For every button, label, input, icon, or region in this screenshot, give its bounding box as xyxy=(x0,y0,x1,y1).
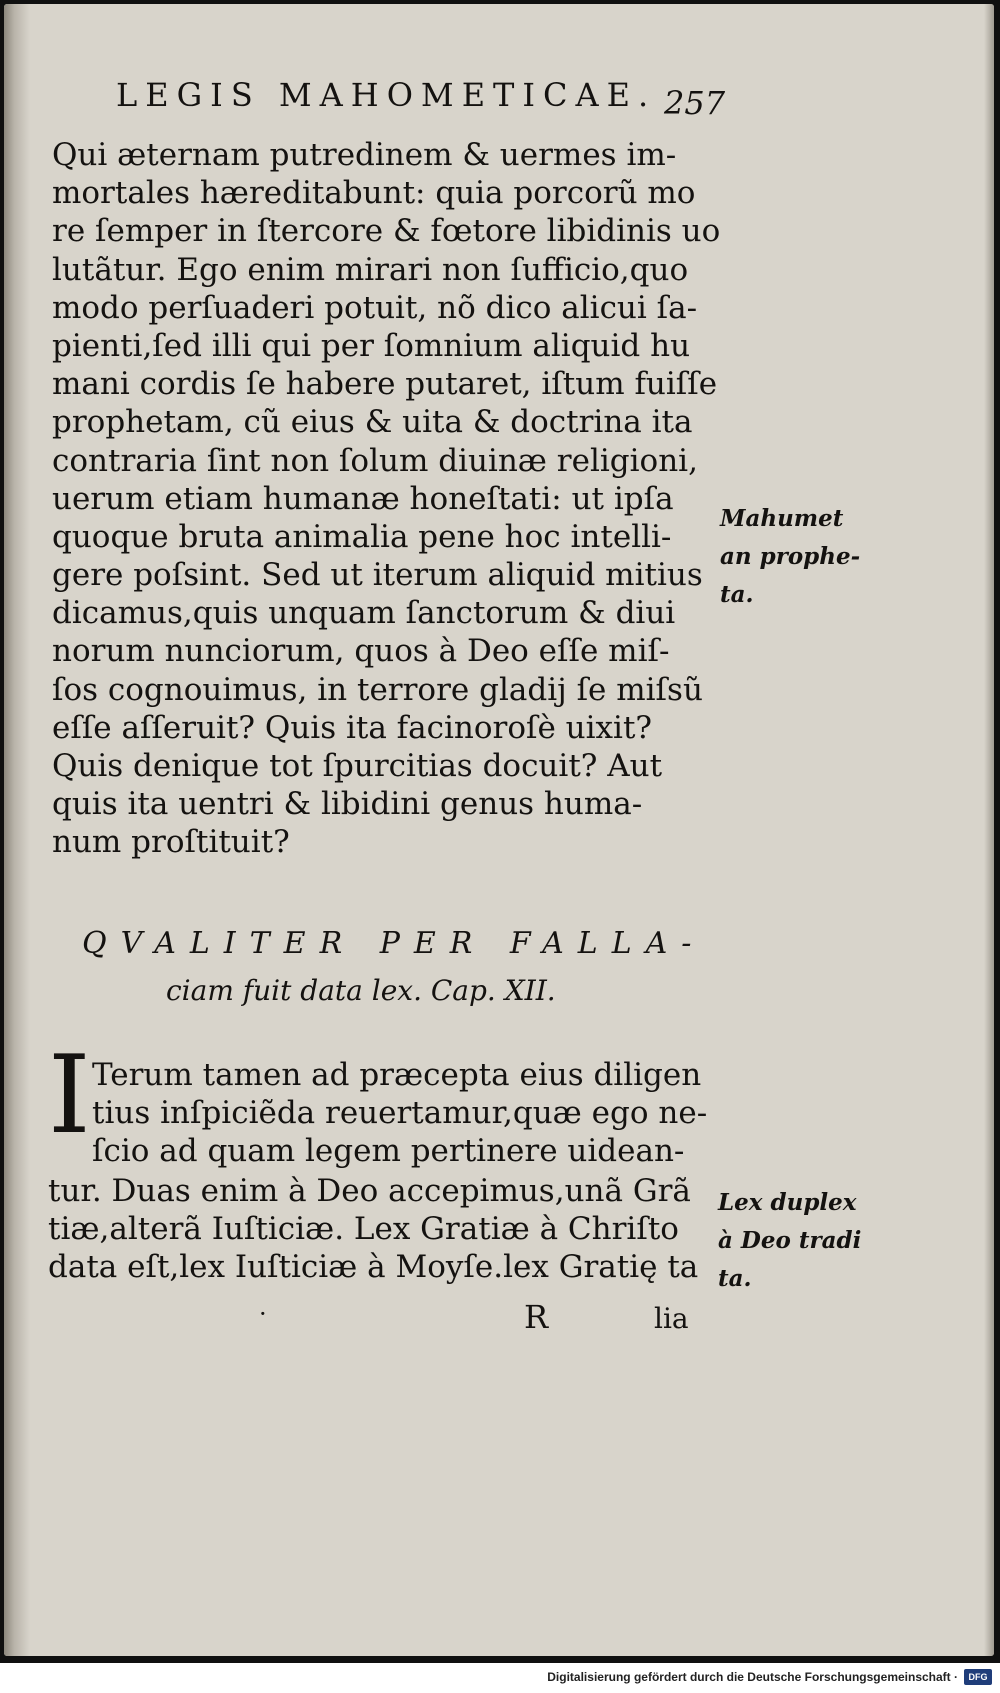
text-line: norum nunciorum, quos à Deo eſſe miſ- xyxy=(52,633,670,670)
paragraph-opening xyxy=(92,1056,732,1171)
text-line: ſos cognouimus, in terrore gladij ſe miſsũ xyxy=(52,671,703,708)
text-line: mortales hæreditabunt: quia porcorũ mo xyxy=(52,175,696,212)
chapter-subheading: ciam fuit data lex. Cap. XII. xyxy=(166,974,556,1007)
footer-credit: Digitalisierung gefördert durch die Deutsche Forschungsgemeinschaft · xyxy=(547,1670,958,1684)
margin-note xyxy=(720,500,860,614)
dfg-logo: DFG xyxy=(964,1669,992,1685)
paragraph-continuation xyxy=(48,1172,738,1287)
text-line: uerum etiam humanæ honeſtati: ut ipſa xyxy=(52,480,674,517)
margin-note-line: Mahumet xyxy=(720,505,844,532)
text-line: dicamus,quis unquam ſanctorum & diui xyxy=(52,595,676,632)
margin-note-line: à Deo tradi xyxy=(718,1227,862,1254)
signature-mark: R xyxy=(524,1298,549,1336)
running-head: LEGIS MAHOMETICAE. xyxy=(116,76,657,114)
text-line: eſſe aſſeruit? Quis ita facinoroſè uixit? xyxy=(52,709,653,746)
text-line: Terum tamen ad præcepta eius diligen xyxy=(92,1057,702,1093)
body-text xyxy=(52,136,742,862)
book-page xyxy=(4,4,994,1656)
text-line: ſcio ad quam legem pertinere uidean- xyxy=(92,1133,685,1170)
page-edge xyxy=(984,4,994,1656)
page-gutter-shadow xyxy=(4,4,30,1656)
catchword: lia xyxy=(654,1302,689,1335)
margin-note-line: ta. xyxy=(720,581,754,608)
text-line: pienti,ſed illi qui per ſomnium aliquid hu xyxy=(52,327,691,364)
digitization-footer xyxy=(0,1663,1000,1693)
margin-note-line: ta. xyxy=(718,1265,752,1292)
text-line: Quis denique tot ſpurcitias docuit? Aut xyxy=(52,748,663,784)
drop-cap-initial: I xyxy=(48,1033,91,1158)
margin-note-line: an prophe- xyxy=(720,543,861,570)
text-line: Qui æternam putredinem & uermes im- xyxy=(52,137,677,173)
text-line: quoque bruta animalia pene hoc intelli- xyxy=(52,518,672,555)
text-line: prophetam, cũ eius & uita & doctrina ita xyxy=(52,404,693,441)
text-line: quis ita uentri & libidini genus huma- xyxy=(52,786,643,823)
text-line: num proſtituit? xyxy=(52,824,290,861)
text-line: modo perſuaderi potuit, nõ dico alicui ſa- xyxy=(52,289,698,326)
printer-dot: · xyxy=(259,1300,267,1328)
text-line: lutãtur. Ego enim mirari non ſufficio,quo xyxy=(52,251,689,288)
margin-note xyxy=(718,1184,861,1298)
text-line: tius inſpiciẽda reuertamur,quæ ego ne- xyxy=(92,1095,708,1132)
chapter-heading: QVALITER PER FALLA- xyxy=(82,926,706,961)
text-line: tur. Duas enim à Deo accepimus,unã Grã xyxy=(48,1173,691,1209)
text-line: data eſt,lex Iuſticiæ à Moyſe.lex Gratię ta xyxy=(48,1249,699,1286)
text-line: gere poſsint. Sed ut iterum aliquid mitius xyxy=(52,557,703,594)
text-line: re ſemper in ſtercore & fœtore libidinis uo xyxy=(52,213,721,250)
text-line: mani cordis ſe habere putaret, iſtum fuiſſe xyxy=(52,366,718,403)
page-number: 257 xyxy=(664,84,726,122)
margin-note-line: Lex duplex xyxy=(718,1189,857,1216)
text-line: tiæ,alterã Iuſticiæ. Lex Gratiæ à Chriſto xyxy=(48,1211,679,1248)
text-line: contraria ſint non ſolum diuinæ religioni, xyxy=(52,442,698,479)
